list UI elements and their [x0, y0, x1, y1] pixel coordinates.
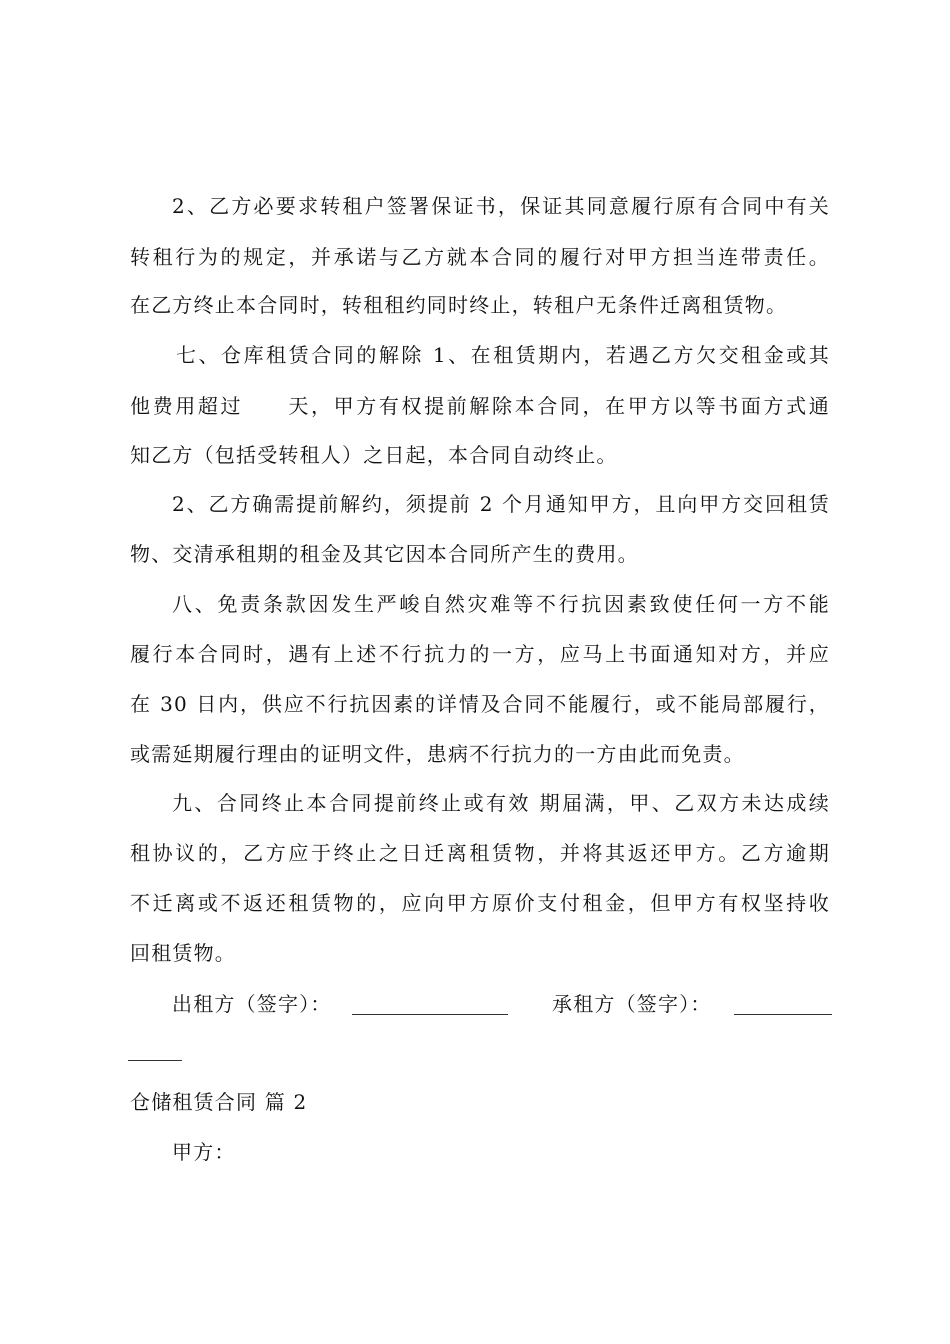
- paragraph-5-line-2: 租协议的，乙方应于终止之日迁离租赁物，并将其返还甲方。乙方逾期: [130, 841, 830, 865]
- paragraph-2-line-1: 七、仓库租赁合同的解除 1、在租赁期内，若遇乙方欠交租金或其: [176, 343, 830, 367]
- paragraph-2-line-2: 他费用超过 天，甲方有权提前解除本合同，在甲方以等书面方式通: [130, 394, 830, 418]
- section-title: 仓储租赁合同 篇 2: [130, 1090, 308, 1114]
- paragraph-1-line-3: 在乙方终止本合同时，转租租约同时终止，转租户无条件迁离租赁物。: [130, 293, 788, 317]
- party-a-label: 甲方：: [172, 1140, 236, 1164]
- paragraph-2-line-3: 知乙方（包括受转租人）之日起，本合同自动终止。: [130, 443, 618, 467]
- paragraph-3-line-1: 2、乙方确需提前解约，须提前 2 个月通知甲方，且向甲方交回租赁: [172, 492, 830, 516]
- paragraph-4-line-1: 八、免责条款因发生严峻自然灾难等不行抗因素致使任何一方不能: [172, 592, 830, 616]
- lessor-signature-line: [352, 1014, 508, 1015]
- paragraph-4-line-4: 或需延期履行理由的证明文件，患病不行抗力的一方由此而免责。: [130, 742, 745, 766]
- paragraph-4-line-2: 履行本合同时，遇有上述不行抗力的一方，应马上书面通知对方，并应: [130, 642, 830, 666]
- paragraph-5-line-4: 回租赁物。: [130, 941, 236, 965]
- paragraph-1-line-1: 2、乙方必要求转租户签署保证书，保证其同意履行原有合同中有关: [172, 194, 830, 218]
- lessor-signature-label: 出租方（签字）：: [172, 992, 332, 1016]
- lessee-signature-line-continued: [128, 1060, 182, 1061]
- paragraph-1-line-2: 转租行为的规定，并承诺与乙方就本合同的履行对甲方担当连带责任。: [130, 245, 830, 269]
- lessee-signature-label: 承租方（签字）：: [552, 992, 712, 1016]
- paragraph-5-line-3: 不迁离或不返还租赁物的，应向甲方原价支付租金，但甲方有权坚持收: [130, 891, 830, 915]
- paragraph-4-line-3: 在 30 日内，供应不行抗因素的详情及合同不能履行，或不能局部履行，: [130, 692, 830, 716]
- paragraph-3-line-2: 物、交清承租期的租金及其它因本合同所产生的费用。: [130, 542, 639, 566]
- paragraph-5-line-1: 九、合同终止本合同提前终止或有效 期届满，甲、乙双方未达成续: [172, 791, 830, 815]
- lessee-signature-line: [734, 1014, 832, 1015]
